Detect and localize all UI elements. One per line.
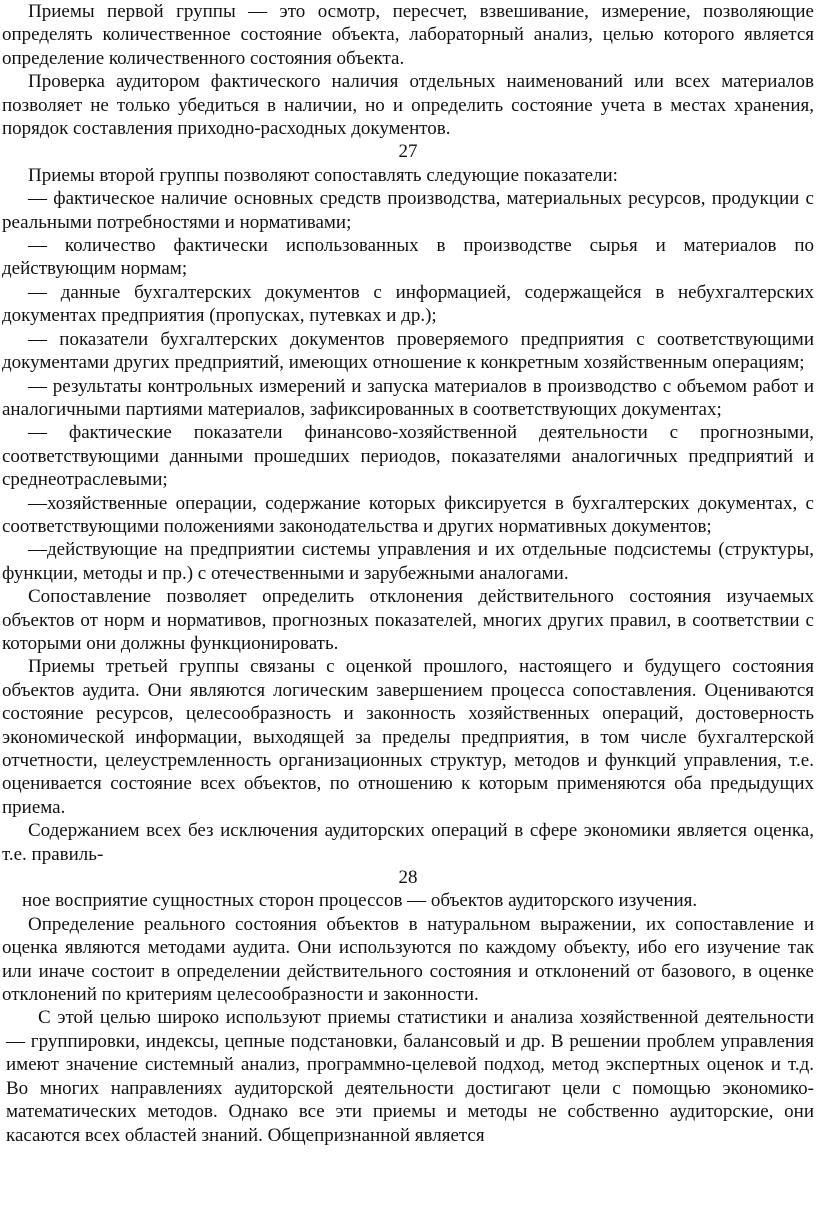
paragraph-audit-methods: Определение реального состояния объектов в натуральном выражении, их сопоставление и оценка являются методами аудита. Они используются по каждому объекту, ибо его изучение так или иначе состоит в определении действительного состояния и отклонений от базового, в оценке отклонений по критериям целесообразности и законности.: [2, 913, 814, 1006]
list-item-management-systems: —действующие на предприятии системы управления и их отдельные подсистемы (структуры, функции, методы и пр.) с отечественными и зарубежными аналогами.: [2, 539, 814, 584]
paragraph-evaluation: Содержанием всех без исключения аудиторских операций в сфере экономики является оценка, т.е. правиль-: [2, 820, 814, 865]
paragraph-comparison: Сопоставление позволяет определить отклонения действительного состояния изучаемых объектов от норм и нормативов, прогнозных показателей, многих других правил, в соответствии с которыми они должны функционировать.: [2, 586, 814, 654]
paragraph-first-group: Приемы первой группы — это осмотр, пересчет, взвешивание, измерение, позволяющие определять количественное состояние объекта, лабораторный анализ, целью которого является определение количественного состояния объекта.: [2, 1, 814, 69]
list-item-other-enterprises: — показатели бухгалтерских документов проверяемого предприятия с соответствующими документами других предприятий, имеющих отношение к конкретным хозяйственным операциям;: [2, 328, 814, 374]
list-item-control-measurements: — результаты контрольных измерений и запуска материалов в производство с объемом работ и аналогичными партиями материалов, зафиксированных в соответствующих документах;: [2, 375, 814, 420]
paragraph-continuation: ное восприятие сущностных сторон процессов — объектов аудиторского изучения.: [22, 890, 698, 912]
list-item-accounting-documents: — данные бухгалтерских документов с информацией, содержащейся в небухгалтерских документах предприятия (пропусках, путевках и др.);: [2, 281, 814, 327]
list-item-raw-materials: — количество фактически использованных в производстве сырья и материалов по действующим нормам;: [2, 235, 814, 280]
paragraph-inventory-check: Проверка аудитором фактического наличия отдельных наименований или всех материалов позволяет не только убедиться в наличии, но и определить состояние учета в местах хранения, порядок составления приходно-расходных документов.: [2, 71, 814, 140]
page-number-28: 28: [398, 867, 418, 889]
paragraph-second-group: Приемы второй группы позволяют сопоставлять следующие показатели:: [28, 164, 618, 186]
list-item-financial-indicators: — фактические показатели финансово-хозяйственной деятельности с прогнозными, соответствующими данными прошедших периодов, показателями аналогичных предприятий и среднеотраслевыми;: [2, 422, 814, 491]
paragraph-third-group: Приемы третьей группы связаны с оценкой прошлого, настоящего и будущего состояния объектов аудита. Они являются логическим завершением процесса сопоставления. Оцениваются состояние ресурсов, целесообразность и законность хозяйственных операций, достоверность экономической информации, выходящей за пределы предприятия, в том числе бухгалтерской отчетности, целеустремленность организационных структур, методов и функций управления, т.е. оценивается состояние всех объектов, по отношению к которым применяются оба предыдущих приема.: [2, 656, 814, 818]
page-number-27: 27: [398, 141, 418, 163]
paragraph-statistics-methods: С этой целью широко используют приемы статистики и анализа хозяйственной деятельности — группировки, индексы, цепные подстановки, балансовый и др. В решении проблем управления имеют значение системный анализ, программно-целевой подход, метод экспертных оценок и т.д. Во многих направлениях аудиторской деятельности достигают цели с помощью экономико-математических методов. Однако все эти приемы и методы не собственно аудиторские, они касаются всех областей знаний. Общепризнанной является: [6, 1007, 814, 1146]
list-item-fixed-assets: — фактическое наличие основных средств производства, материальных ресурсов, продукции с реальными потребностями и нормативами;: [2, 188, 814, 233]
list-item-business-operations: —хозяйственные операции, содержание которых фиксируется в бухгалтерских документах, с соответствующими положениями законодательства и других нормативных документов;: [2, 492, 814, 537]
